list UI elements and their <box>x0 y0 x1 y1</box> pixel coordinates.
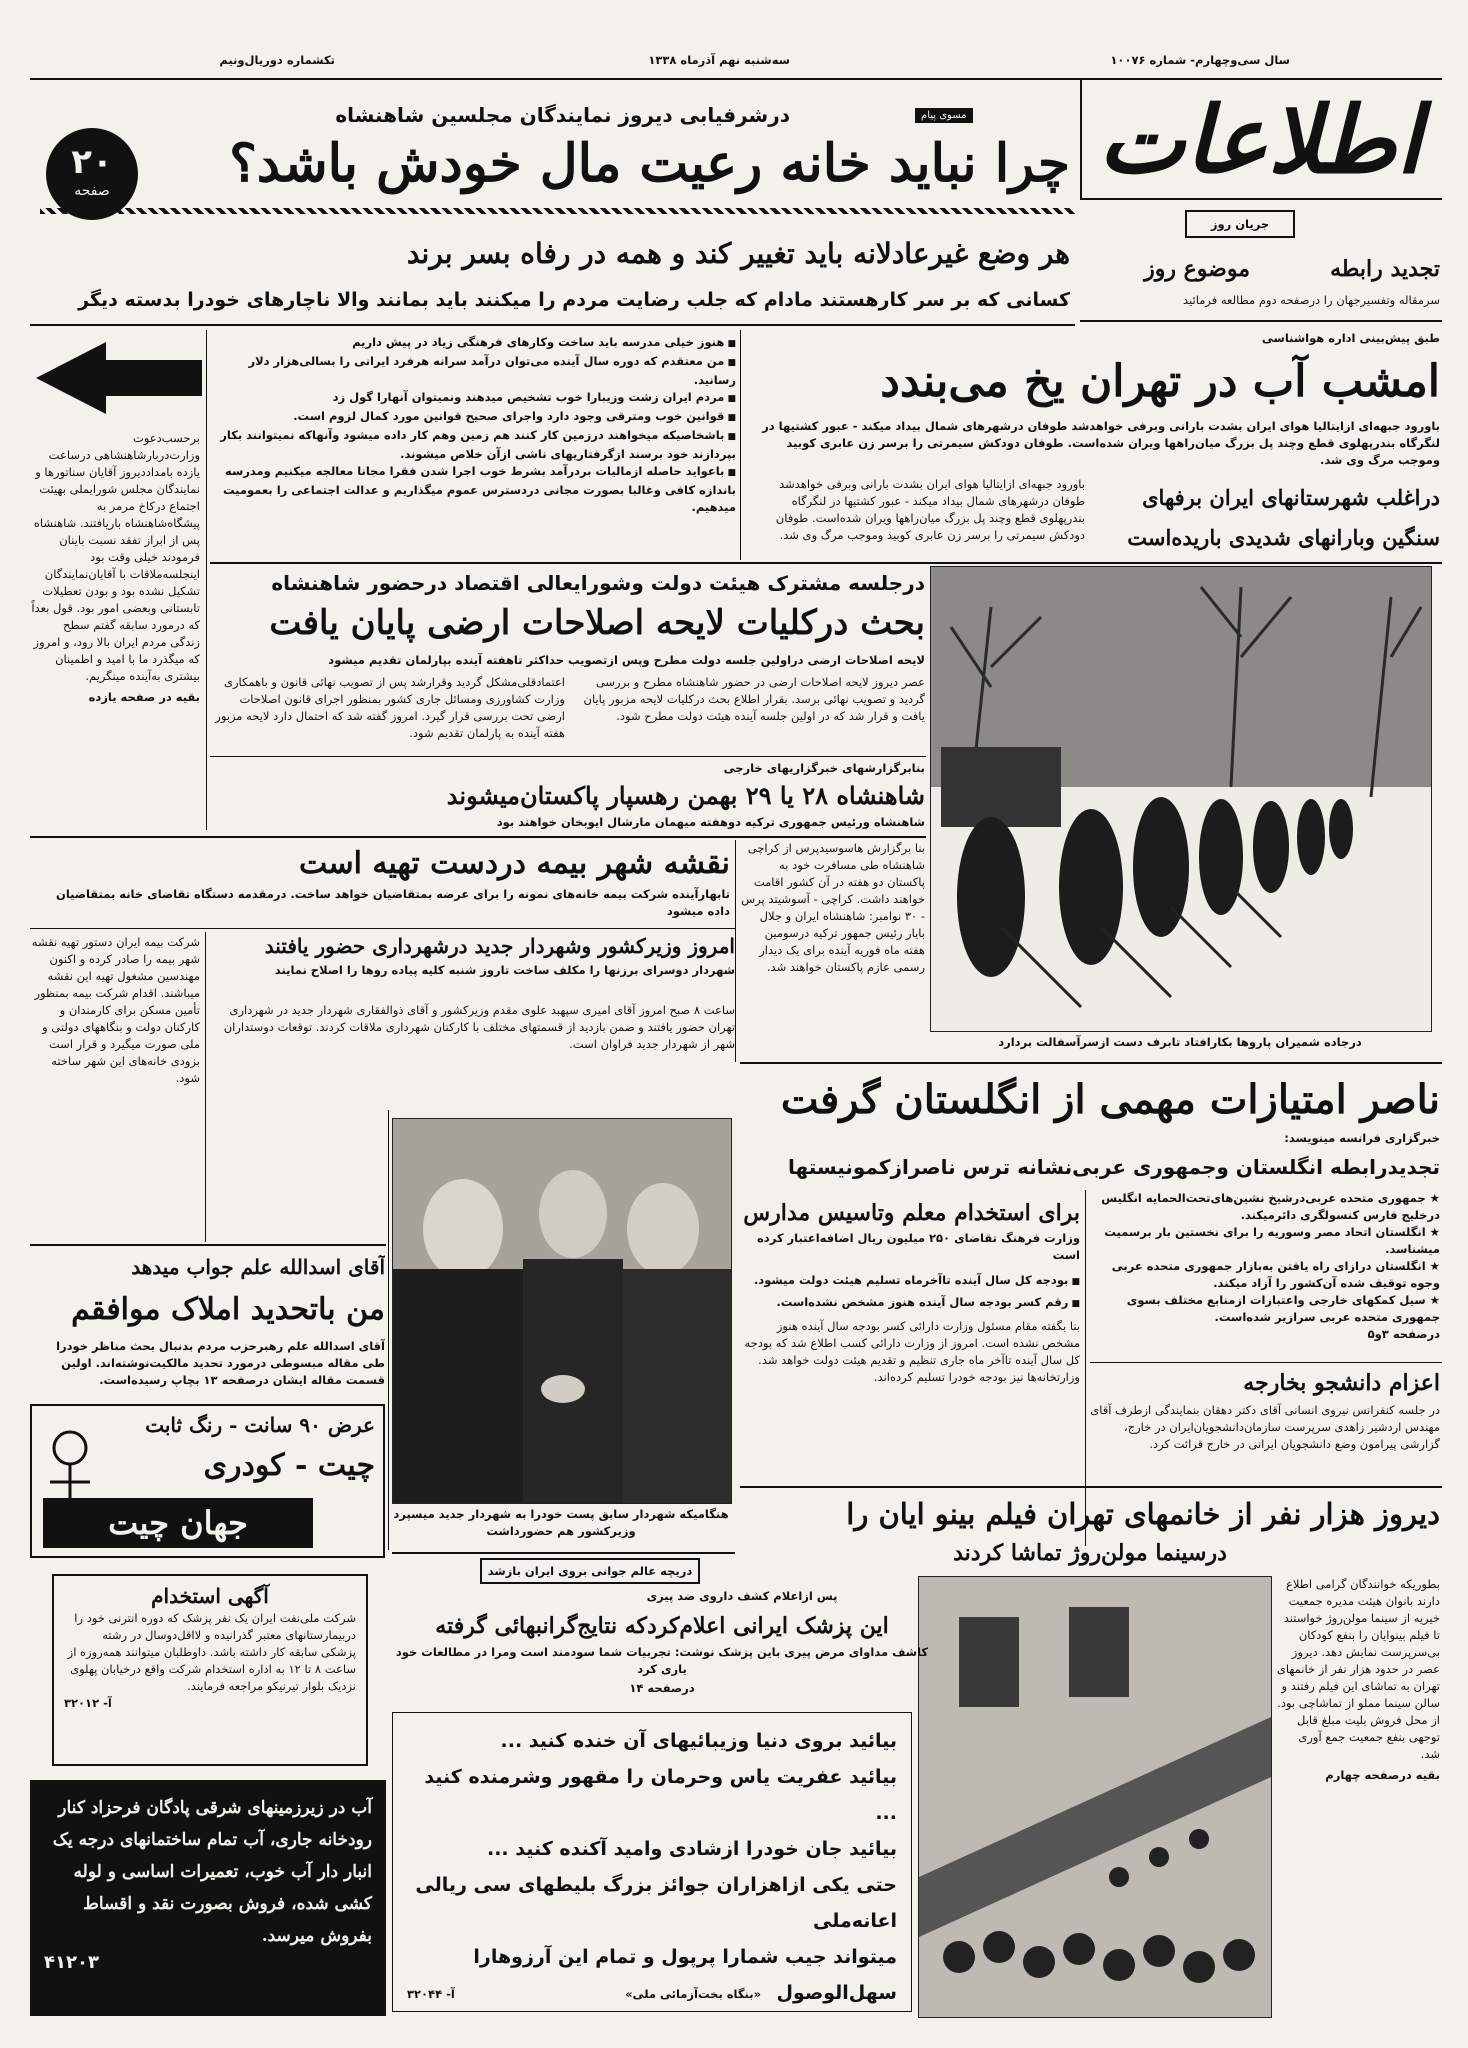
doctor-kicker: دریچه عالم جوانی بروی ایران بازشد <box>480 1558 700 1584</box>
pages-badge <box>46 128 138 220</box>
fabric-line2: چیت - کودری <box>203 1448 375 1483</box>
nasser-rule <box>740 1062 1442 1064</box>
water-ad-body: آب در زیرزمینهای شرقی پادگان فرحزاد کنار رودخانه جاری، آب تمام ساختمانهای درجه یک انبار دار آب خوب، تعمیرات اساسی و لوله کشی شده، فروش بصورت نقد و اقساط بفروش میرسد. <box>52 1798 372 1946</box>
col-rule-6 <box>388 1110 389 1550</box>
daily-stamp: جریان روز <box>1185 210 1295 238</box>
lottery-line <box>407 2011 897 2012</box>
lead-bullet: ■ باعواید حاصله ازمالیات بردرآمد بشرط خوب اجرا شدن فقرا مجانا معالجه میکنیم ومدرسه باندازه کافی وغالبا بصورت مجانی دردسترس عموم میگذاریم و عدالت اجتماعی را بعمومیت میدهیم. <box>210 463 736 516</box>
lottery-line: حتی یکی ازاهزاران جوائز بزرگ بلیطهای سی ریالی اعانه‌ملی <box>415 1874 897 1932</box>
alam-body: آقای اسدالله علم رهبرحزب مردم بدنبال بحث مناظر خودرا طی مقاله مبسوطی درمورد تحدید مالکیت‌نوشته‌اند. اولین قسمت مقاله ایشان درصفحه ۱۳ بچاپ رسیده‌است. <box>56 1339 385 1387</box>
issue-date: سه‌شنبه نهم آذرماه ۱۳۳۸ <box>648 53 790 67</box>
figure-icon <box>40 1426 100 1546</box>
land-kicker: درجلسه مشترک هیئت دولت وشورایعالی اقتصاد درحضور شاهنشاه <box>271 571 925 595</box>
arrow-icon <box>36 336 202 420</box>
weather-sub: دراغلب شهرستانهای ایران برفهای سنگین وبارانهای شدیدی باریده‌است <box>1127 485 1440 550</box>
col-rule-3 <box>735 840 736 1062</box>
lead-bullet: ■ هنوز خیلی مدرسه باید ساخت وکارهای فرهنگی زیاد در پیش داریم <box>210 334 736 353</box>
insurance-sub: تابهارآینده شرکت بیمه خانه‌های نمونه را برای عرضه بمتقاضیان خواهد ساخت. درمقدمه دستگاه تقاضای خانه بمتقاضیان داده میشود <box>56 887 730 918</box>
masthead-rule <box>30 78 1442 80</box>
teachers-bullet: ■ رقم کسر بودجه سال آینده هنوز مشخص نشده‌است. <box>740 1294 1080 1314</box>
nasser-bullets <box>1090 1190 1440 1360</box>
lead-left-cont: بقیه در صفحه یازده <box>88 690 200 704</box>
doctor-body: کاشف مداوای مرض پیری باین پزشک نوشت: تجربیات شما سودمند است ومرا در مطالعات خود یاری کرد <box>395 1645 929 1676</box>
insurance-rule <box>30 928 735 929</box>
col-rule-2 <box>740 330 741 560</box>
minister-body: ساعت ۸ صبح امروز آقای امیری سپهبد علوی مقدم وزیرکشور و آقای ذوالفقاری شهردار جدید در شهرداری تهران حضور یافتند و ضمن بازدید از قسمتهای مختلف با کارکنان شهرداری ملاقات کردند. توقعات دوستداران شهر از شهردار جدید فراوان است. <box>223 1003 735 1051</box>
nasser-bullet: ★ سیل کمکهای خارجی واعتبارات ازمنابع مختلف بسوی جمهوری متحده عربی سرازیر شده‌است. <box>1090 1292 1440 1326</box>
lottery-ad <box>392 1712 912 2012</box>
lead-headline: چرا نباید خانه رعیت مال خودش باشد؟ <box>229 133 1070 194</box>
student-body: در جلسه کنفرانس نیروی انسانی آقای دکتر دهقان بنمایندگی ازطرف آقای مهندس اردشیر زاهدی سرپرست سازمان‌دانشجویان‌ایران در خارج، گزارشی پیرامون وضع دانشجویان ایرانی در خارج قرائت کرد. <box>1090 1403 1440 1451</box>
lead-sub2: کسانی که بر سر کارهستند مادام که جلب رضایت مردم را میکنند باید بمانند والا ناچارهای خودرا بدسته دیگر <box>78 289 1070 311</box>
teachers-body: بنا بگفته مقام مسئول وزارت دارائی کسر بودجه سال آینده هنوز مشخص نشده است. امروز از وزارت دارائی کسب اطلاع شد که بودجه کل سال آینده تاآخر ماه جاری تنظیم و تقدیم هیئت دولت خواهد شد. وزارتخانه‌ها نیز بودجه خودرا تسلیم کرده‌اند. <box>744 1319 1080 1384</box>
logo-box-left <box>1080 80 1082 200</box>
visit-rule <box>30 836 926 838</box>
lead-kicker: درشرفیابی دیروز نمایندگان مجلسین شاهنشاه <box>335 103 790 127</box>
student-rule <box>1090 1362 1442 1363</box>
pages-count: ۲۰ <box>71 142 113 182</box>
land-col-a: عصر دیروز لایحه اصلاحات ارضی در حضور شاهنشاه مطرح و بررسی گردید و تصویب نهائی برسد. بقرار اطلاع بحث درکلیات لایحه مزبور پایان یافت و قرار شد که در اولین جلسه آینده هیئت دولت مطرح شود. <box>583 675 925 723</box>
minister-photo <box>392 1118 732 1504</box>
alam-sub: من باتحدید املاک موافقم <box>71 1292 385 1327</box>
weather-body-col: باورود جبهه‌ای ازایتالیا هوای ایران بشدت بارانی وبرفی خواهدشد طوفان درشهرهای شمال بیداد میکند - عبور کشتیها در لنگرگاه بندرپهلوی قطع وچند پل بزرگ میان‌راهها ویران شده‌است. طوفان دودکش سیمرتی را برسر زن عابری کوبید وموجب مرگ وی شد. <box>775 477 1085 542</box>
lead-left-text: برحسب‌دعوت وزارت‌دربارشاهنشاهی درساعت یازده بامداددیروز آقایان سناتورها و نمایندگان مجلس شورایملی بهیئت اجتماع درکاخ مرمر به پیشگاه‌شاهنشاه باریافتند. شاهنشاه پس از ابراز تفقد نسبت باینان فرمودند خیلی وقت بود اینجلسه‌ملاقات با آقایان‌نمایندگان تشکیل نشده بود و بودن تعطیلات تابستانی وبعضی امور بود. قول بعداً ‌که درمورد سابقه گفتم سطح زندگی مردم ایران بالا رود، و امروز که میگذرد ما با امید و اطمینان بیشتری به‌آینده مینگریم. <box>31 431 200 683</box>
teachers-headline: برای استخدام معلم وتاسیس مدارس <box>743 1200 1080 1226</box>
weather-rule <box>210 562 1442 564</box>
lottery-line: بیائید جان خودرا ازشادی وامید آکنده کنید ... <box>487 1838 897 1860</box>
lottery-code: آ- ۳۲۰۴۴ <box>407 1987 455 2001</box>
nasser-sub: تجدیدرابطه انگلستان وجمهوری عربی‌نشانه ترس ناصرازکمونیستها <box>788 1155 1440 1179</box>
daily-rule <box>1080 320 1442 322</box>
nasser-headline: ناصر امتیازات مهمی از انگلستان گرفت <box>780 1076 1440 1123</box>
cinema-sub: درسینما مولن‌روژ تماشا کردند <box>953 1540 1227 1566</box>
lead-sub1: هر وضع غیرعادلانه باید تغییر کند و همه در رفاه بسر برند <box>406 237 1070 270</box>
lead-bullet: ■ مردم ایران زشت وزیبارا خوب تشخیص میدهند ونمیتوان آنهارا گول زد <box>210 389 736 408</box>
issue-price: تکشماره دوریال‌ونیم <box>219 53 335 67</box>
stamp-box: مسوی پیام <box>915 108 973 123</box>
nasser-bullet: ★ انگلستان درازای راه یافتن به‌بازار جمهوری متحده عربی وجوه توقیف شده آن‌کشور را آزاد میکند. <box>1090 1258 1440 1292</box>
nasser-bullet: ★ انگلستان اتحاد مصر وسوریه را برای نخستین بار برسمیت میشناسد. <box>1090 1224 1440 1258</box>
insurance-headline: نقشه شهر بیمه دردست تهیه است <box>299 846 730 881</box>
minister-sub: شهردار دوسرای برزنها را مکلف ساخت تاروز شنبه کلیه پیاده روها را اصلاح نمایند <box>274 963 735 977</box>
daily-col-b: موضوع روز <box>1144 256 1250 282</box>
doctor-sub: پس ازاعلام کشف داروی ضد پیری <box>646 1589 838 1603</box>
col-rule-4 <box>205 932 206 1242</box>
lottery-line: بیائید عفریت یاس وحرمان را مقهور وشرمنده کنید ... <box>424 1766 897 1824</box>
newspaper-logo: اطلاعات <box>1098 86 1422 194</box>
nasser-bullet: ★ جمهوری متحده عربی‌درشیخ نشین‌های‌تحت‌الحمایه انگلیس درخلیج فارس کنسولگری دائرمیکند. <box>1090 1190 1440 1224</box>
issue-number: سال سی‌وچهارم- شماره ۱۰۰۷۶ <box>1110 53 1290 67</box>
visit-headline: شاهنشاه ۲۸ یا ۲۹ بهمن رهسپار پاکستان‌میشوند <box>446 781 925 810</box>
lead-left-column <box>30 430 200 828</box>
lottery-org: «بنگاه بخت‌آزمائی ملی» <box>625 1987 761 2001</box>
teachers-sub: وزارت فرهنگ تقاضای ۲۵۰ میلیون ریال اضافه‌اعتبار کرده است <box>757 1231 1080 1262</box>
pages-word: صفحه <box>74 183 110 199</box>
fabric-ad <box>30 1404 385 1558</box>
weather-body-lead: باورود جبهه‌ای ازایتالیا هوای ایران بشدت بارانی وبرفی خواهدشد طوفان درشهرهای شمال بیداد میکند - عبور کشتیها در لنگرگاه بندرپهلوی قطع وچند پل بزرگ میان‌راهها ویران شده‌است. طوفان دودکش سیمرتی را برسر زن عابری کوبید وموجب مرگ وی شد. <box>762 419 1440 467</box>
visit-sub: شاهنشاه ورئیس جمهوری ترکیه دوهفته میهمان مارشال ایوبخان خواهند بود <box>496 815 925 829</box>
land-headline: بحث درکلیات لایحه اصلاحات ارضی پایان یافت <box>269 603 925 643</box>
lottery-line: میتواند جیب شمارا پرپول و تمام این آرزوهارا سهل‌الوصول <box>473 1946 897 2004</box>
job-ad-code: آ- ۳۲۰۱۲ <box>64 1696 112 1710</box>
lead-bullet: ■ قوانین خوب ومترقی وجود دارد واجرای صحیح قوانین مورد کمال لزوم است. <box>210 408 736 427</box>
visit-body: بنا برگزارش هاسوسیدپرس از کراچی شاهنشاه طی مسافرت خود به پاکستان دو هفته در آن کشور اقامت خواهند داشت. کراچی - آسوشیتد پرس - ۳۰ نوامبر: شاهنشاه ایران و جلال بایار رئیس جمهور ترکیه درسومین هفته ماه فوریه آینده برای یک دیدار رسمی عازم پاکستان خواهند شد. <box>741 841 925 974</box>
snow-photo <box>930 566 1432 1032</box>
cinema-rule <box>740 1486 1442 1488</box>
student-headline: اعزام دانشجو بخارجه <box>1243 1370 1440 1396</box>
job-ad-body: شرکت ملی‌نفت ایران یک نفر پزشک که دوره انترنی خود را دربیمارستانهای معتبر گذرانیده و لااقل‌دوسال در رشته پزشکی سابقه کار داشته باشد. داوطلبان میتوانند همه‌روزه از ساعت ۸ تا ۱۲ به اداره استخدام شرکت واقع درخیابان پهلوی نزدیک بلوار تیرنیکو مراجعه فرمایند. <box>67 1611 356 1693</box>
water-ad-phone: ۴۱۲۰۳ <box>44 1952 99 1973</box>
logo-box-bottom <box>1080 198 1442 200</box>
cinema-headline: دیروز هزار نفر از خانمهای تهران فیلم بینو ایان را <box>846 1497 1440 1531</box>
fabric-brand: جهان چیت <box>43 1498 313 1548</box>
lead-bullet: ■ من معتقدم که دوره سال آینده می‌توان درآمد سرانه هرفرد ایرانی را بسالی‌هزار دلار رسانید. <box>210 353 736 389</box>
cinema-photo <box>918 1576 1272 2018</box>
weather-headline: امشب آب در تهران یخ می‌بندد <box>880 356 1440 407</box>
doctor-cont: درصفحه ۱۴ <box>629 1681 695 1695</box>
lead-bullets <box>210 334 736 544</box>
visit-kicker: بنابرگزارشهای خبرگزاریهای خارجی <box>723 761 925 775</box>
doctor-rule <box>392 1552 735 1554</box>
insurance-body: شرکت بیمه ایران دستور تهیه نقشه شهر بیمه را صادر کرده و اکنون مهندسین مشغول تهیه این نقشه میباشند. اقدام شرکت بیمه بمنظور تأمین مسکن برای کارمندان و کارکنان دولت و بنگاههای دولتی و ملی صورت میگیرد و قرار است بزودی خانه‌های این شهر ساخته شود. <box>31 935 200 1085</box>
land-rule <box>210 756 926 757</box>
teachers-bullet: ■ بودجه کل سال آینده تاآخرماه تسلیم هیئت دولت میشود. <box>740 1272 1080 1292</box>
water-ad <box>30 1780 386 2016</box>
zigzag-rule <box>40 208 1075 214</box>
snow-photo-caption: درجاده شمیران پاروها بکارافتاد تابرف دست ازسرآسفالت بردارد <box>998 1035 1362 1049</box>
lottery-line: بیائید بروی دنیا وزیبائیهای آن خنده کنید ... <box>500 1730 897 1752</box>
minister-caption: هنگامیکه شهردار سابق پست خودرا به شهردار جدید میسپرد وزیرکشور هم حضورداشت <box>393 1507 729 1538</box>
cinema-body <box>1276 1576 1440 2016</box>
land-col-b: اعتماد‌قلی‌مشکل گردید وقرارشد پس از تصویب نهائی قانون و باهمکاری وزارت کشاورزی ومسائل جاری کشور بمنظور اجرای قانون اصلاحات ارضی تحت بررسی قرار گیرد. امروز گفته شد که احتمال دارد لایحه مزبور هفته آینده به پارلمان تقدیم شود. <box>215 675 565 740</box>
daily-col-a: تجدید رابطه <box>1330 256 1440 282</box>
nasser-cont: درصفحه ۳و۵ <box>1367 1327 1440 1341</box>
minister-headline: امروز وزیرکشور وشهردار جدید درشهرداری حضور یافتند <box>264 934 735 958</box>
job-ad-title: آگهی استخدام <box>151 1584 269 1608</box>
land-col-a-title: لایحه اصلاحات ارضی دراولین جلسه دولت مطرح وپس ازتصویب حداکثر تاهفته آینده بپارلمان تقدیم میشود <box>328 653 925 667</box>
cinema-cont: بقیه درصفحه چهارم <box>1325 1768 1440 1782</box>
lead-bullet: ■ باشخاصیکه میخواهند درزمین کار کنند هم زمین وهم کار داده میشود وآنهاکه نمیتوانند بکار بپردازند خود برسند ازگرفتاریهای ناشی ازآن خلاص میشوند. <box>210 427 736 463</box>
nasser-agency: خبرگزاری فرانسه مینویسد: <box>1284 1131 1440 1145</box>
cinema-body-text: بطوریکه خوانندگان گرامی اطلاع دارند بانوان هیئت مدیره جمعیت خیریه از سینما مولن‌روژ خواستند تا فیلم بینوایان را بنفع کودکان بی‌سرپرست نمایش دهد. دیروز عصر در حدود هزار نفر از خانمهای تهران به تماشای این فیلم رفتند و سالن سینما مملو از تماشاچی بود. از محل فروش بلیت مبلغ قابل توجهی بنفع جمعیت جمع آوری شد. <box>1276 1577 1440 1761</box>
lead-rule <box>30 324 1075 326</box>
fabric-line1: عرض ۹۰ سانت - رنگ ثابت <box>145 1413 375 1437</box>
alam-rule <box>30 1244 386 1246</box>
doctor-headline: این پزشک ایرانی اعلام‌کردکه نتایج‌گرانبهائی گرفته <box>435 1613 889 1639</box>
weather-kicker: طبق پیش‌بینی اداره هواشناسی <box>1261 331 1440 345</box>
job-ad <box>52 1574 368 1766</box>
daily-note: سرمقاله وتفسیرجهان را درصفحه دوم مطالعه فرمائید <box>1183 293 1440 307</box>
alam-headline: آقای اسدالله علم جواب میدهد <box>131 1255 385 1279</box>
col-rule-1 <box>206 330 207 830</box>
